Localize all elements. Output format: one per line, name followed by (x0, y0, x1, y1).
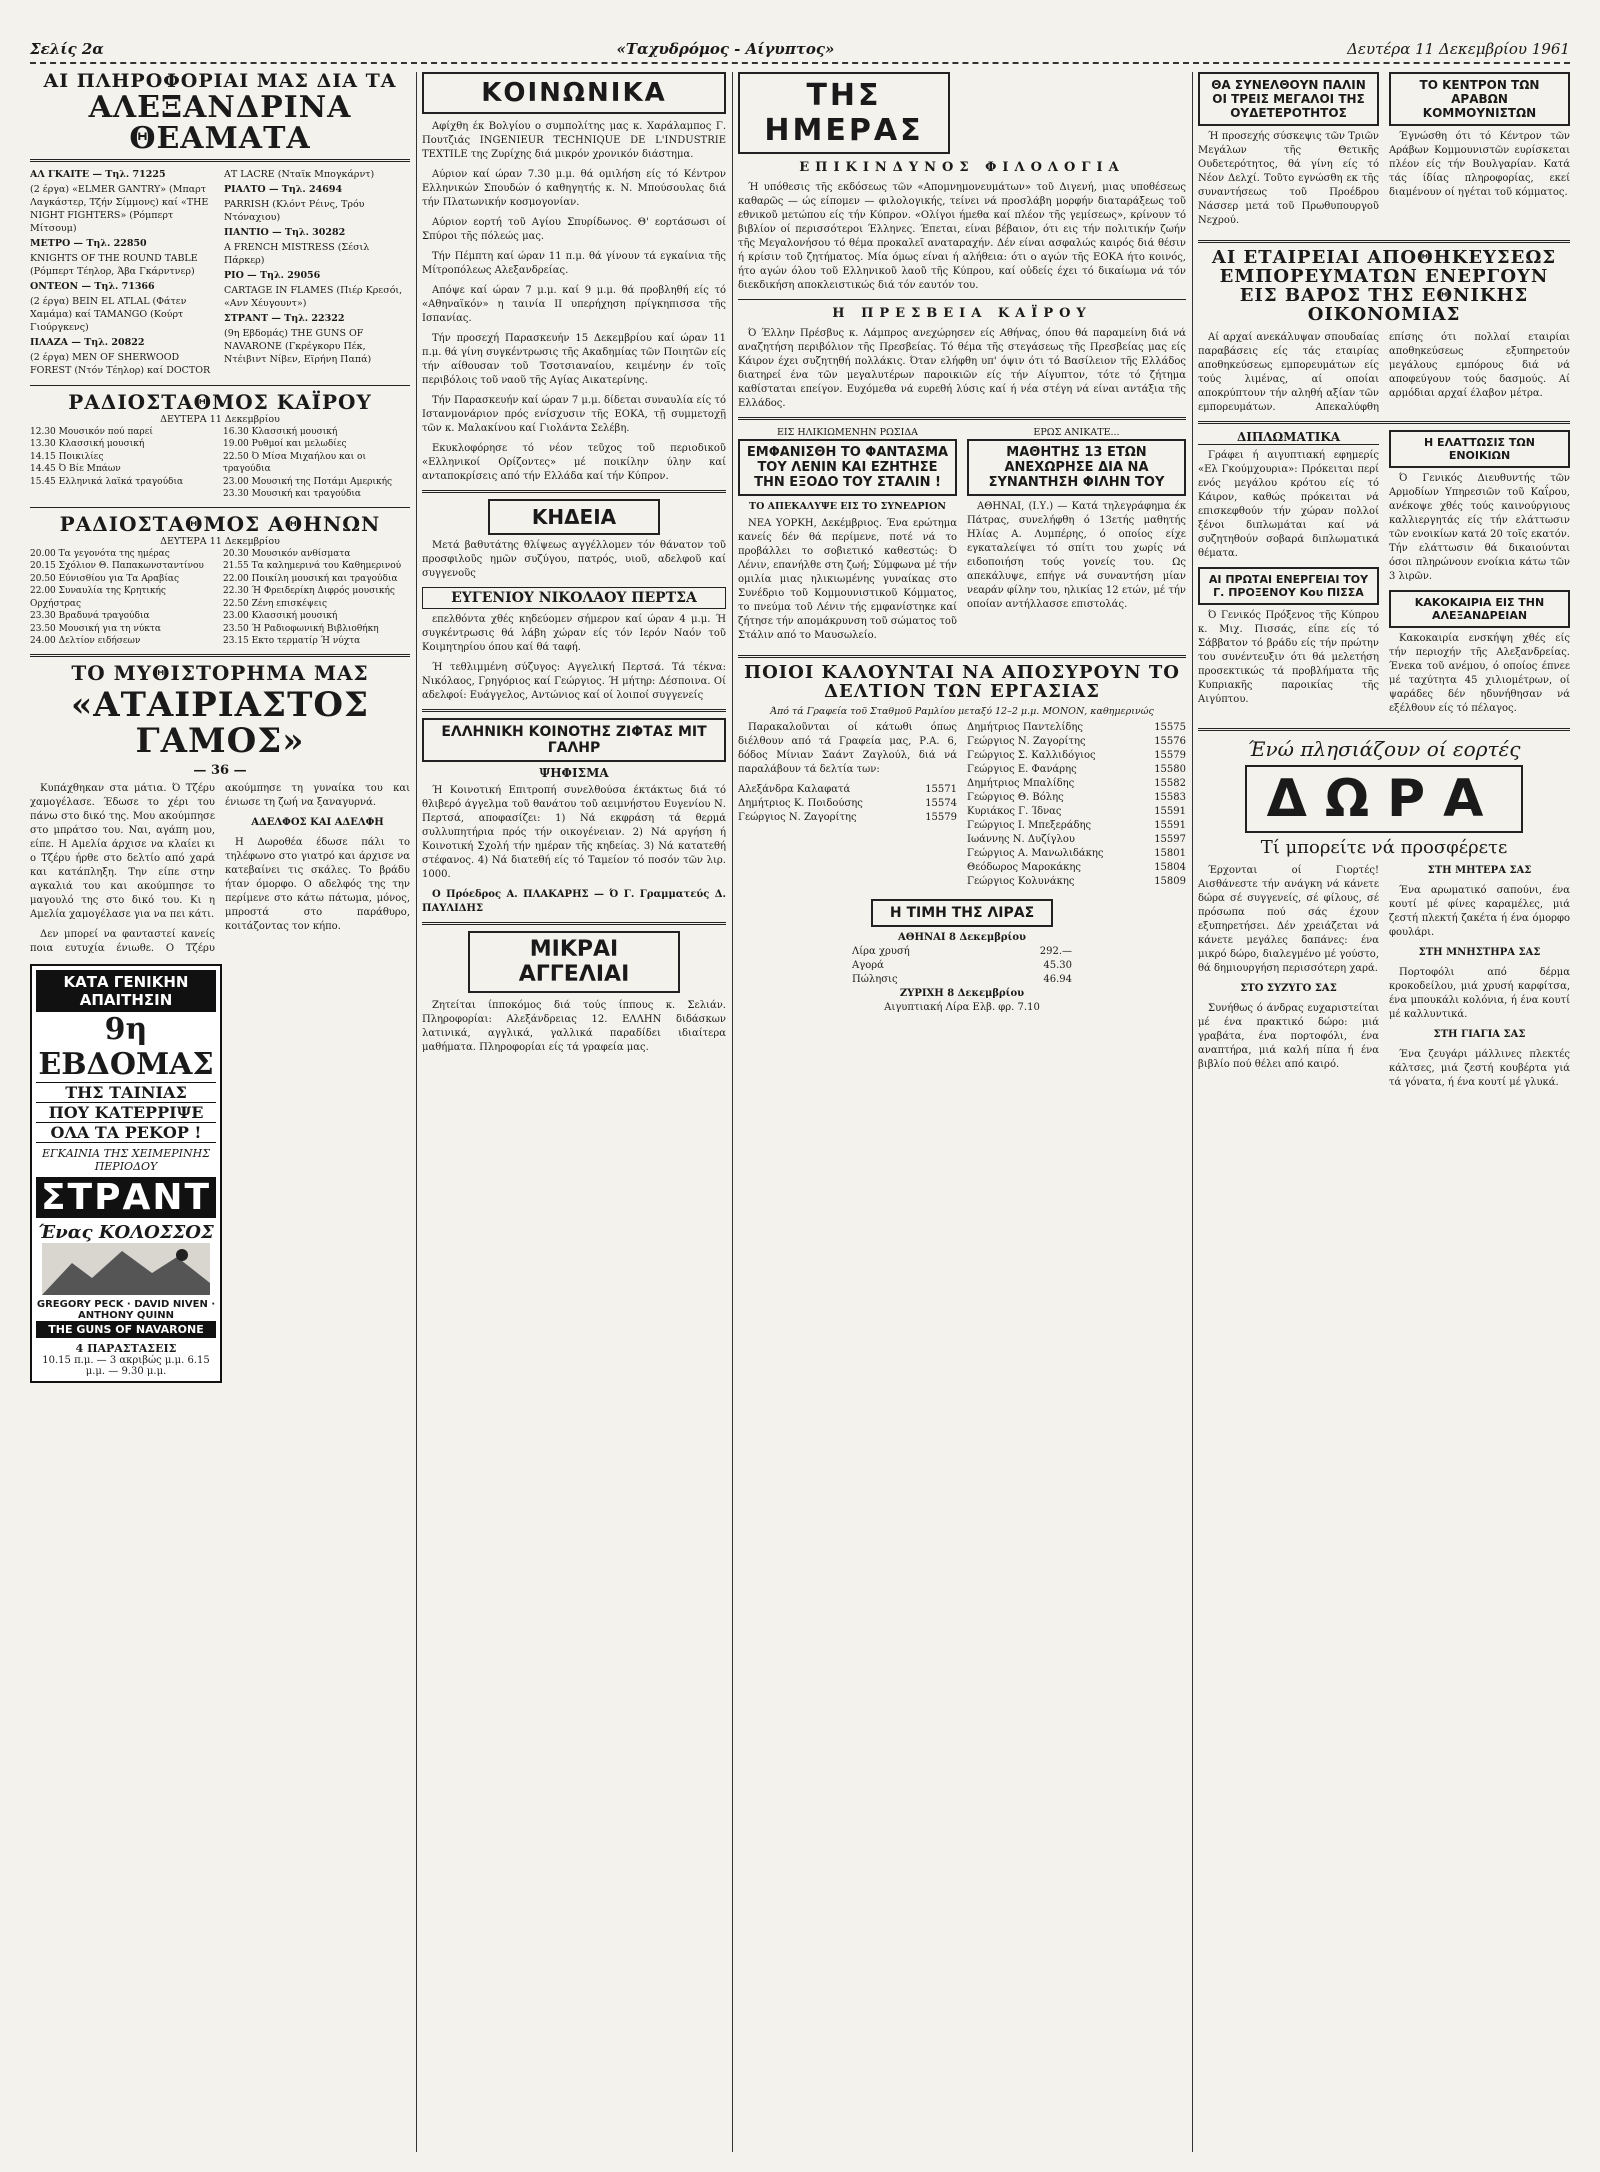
arab-communists-box (1389, 72, 1570, 234)
person-name: Γεώργιος Σ. Καλλιδόγιος (967, 749, 1096, 761)
newspaper-name: «Ταχυδρόμος - Αίγυπτος» (616, 40, 835, 58)
list-item (967, 735, 1186, 749)
work-cards-sub: Άπό τά Γραφεία τοῦ Σταθμοῦ Ραμλίου μεταξύ 12–2 μ.μ. ΜΟΝΟΝ, καθημερινώς (770, 705, 1154, 717)
price-row (852, 973, 1072, 987)
list-item (967, 847, 1186, 861)
radio-cairo-heading: ΡΑΔΙΟΣΤΑΘΜΟΣ ΚΑΪΡΟΥ (68, 389, 372, 414)
list-item (967, 833, 1186, 847)
section-heading: Η ΕΛΑΤΤΩΣΙΣ ΤΩΝ ΕΝΟΙΚΙΩΝ (1389, 430, 1570, 468)
list-item (967, 749, 1186, 763)
zifta-heading: ΕΛΛΗΝΙΚΗ ΚΟΙΝΟΤΗΣ ΖΙΦΤΑΣ ΜΙΤ ΓΑΛΗΡ (422, 718, 726, 762)
classifieds-heading: ΜΙΚΡΑΙ ΑΓΓΕΛΙΑΙ (468, 931, 680, 993)
program-line: 20.00 Τα γεγονότα της ημέρας (30, 548, 170, 559)
program-line: 15.45 Ελληνικά λαϊκά τραγούδια (30, 476, 184, 487)
program-line: 24.00 Δελτίον ειδήσεων (30, 636, 141, 647)
novel-text (30, 782, 410, 956)
funeral-mourners: Ή τεθλιμμένη σύζυγος: Αγγελική Περτσά. Τά τέκνα: Νικόλαος, Γρηγόριος καί Γεώργιος. Ή μήτηρ: Δέσποινα. Οί αδελφοί: Ευάγγελος, Αντώνιος καί οί λοιποί συγγενείς (422, 662, 726, 701)
gifts-subheading: ΣΤΟ ΣΥΖΥΓΟ ΣΑΣ (1240, 982, 1337, 994)
person-name: Γεώργιος Ν. Ζαγορίτης (738, 811, 857, 823)
news-headline: ΕΜΦΑΝΙΣΘΗ ΤΟ ΦΑΝΤΑΣΜΑ ΤΟΥ ΛΕΝΙΝ ΚΑΙ ΕΖΗΤΗΣΕ ΤΗΝ ΕΞΟΔΟ ΤΟΥ ΣΤΑΛΙΝ ! (738, 439, 957, 496)
cinema-entry: ΡΙΟ — Τηλ. 29056 (224, 269, 321, 281)
person-name: Δημήτριος Μπαλίδης (967, 777, 1075, 789)
program-line: 20.30 Μουσικόν ανθίσματα (223, 548, 351, 559)
column-rule (732, 72, 733, 2152)
program-line: 23.50 Ή Ραδιοφωνική Βιβλιοθήκη (223, 623, 379, 634)
funeral-text: επελθόντα χθές κηδεύομεν σήμερον καί ώραν 4 μ.μ. Ή συγκέντρωσις θά λάβη χώραν είς τόν Ιερόν Ναόν τοῦ Κοιμητηρίου όπου καί θά ταφή. (422, 614, 726, 653)
person-name: Ιωάννης Ν. Δυζίγλου (967, 833, 1075, 845)
card-number: 15804 (1154, 861, 1186, 873)
person-name: Γεώργιος Ν. Ζαγορίτης (967, 735, 1086, 747)
gifts-text: Πορτοφόλι από δέρμα κροκοδείλου, μιά χρυσή καρφίτσα, ένα μπουκάλι κολόνια, ή ένα κουτί μέ καλλυντικά. (1389, 966, 1570, 1020)
article-text: Ή υπόθεσις τῆς εκδόσεως τῶν «Απομνημονευμάτων» τοῦ Διγενή, μιας υποθέσεως καθαρῶς — ώς είπομεν — φιλολογικής, τείνει νά προσλάβη μορφήν διαταράξεως τοῦ εθνικοῦ μετώπου είς τήν Κύπρον. «Ολίγοι ήμεθα καί πλέον τῆς γεμίσεως», κρίνουν τό βιβλίον οί περισσότεροι Έλληνες. Έπεται, είναι βέβαιον, ότι εις τήν πολιτικήν ζωήν τῆς Μεγαλονήσου τό θέμα προκαλεῖ αναταραχήν. Δέν είναι ασφαλώς καιρός διά θέσιν ή κρίσιν τοῦ ζητήματος. Μία όμως είναι ή αλήθεια: ότι ο αγών τῆς ΕΟΚΑ ήτο κοινός, ήτο αγών όλου τοῦ Ελληνικοῦ λαοῦ τῆς Κύπρου, καί οὐδείς έχει τό δικαίωμα νά τόν διεκδικήση αποκλειστικώς διά τόν εαυτόν του. (738, 182, 1186, 291)
cinema-entry: (9η Εβδομάς) THE GUNS OF NAVARONE (Γκρέγκορυ Πέκ, Ντέιβιντ Νίβεν, Εϊρήνη Παπά) (224, 327, 372, 365)
price-value: 45.30 (1043, 959, 1072, 971)
card-number: 15582 (1154, 777, 1186, 789)
film-advertisement (30, 964, 222, 1383)
list-item (967, 861, 1186, 875)
ad-film-title: THE GUNS OF NAVARONE (36, 1321, 216, 1338)
social-item: Τήν Παρασκευήν καί ώραν 7 μ.μ. δίδεται συναυλία είς τό Ιστανμονάριον πρός ενίσχυσιν τῆς ΕΟΚΑ, τῇ συμμετοχῇ τῶν κ. Μαλακίνου καί Γιολάντα Σελέβη. (422, 395, 726, 434)
rent-column (1389, 430, 1570, 722)
column-rule (416, 72, 417, 2152)
section-heading: ΚΑΚΟΚΑΙΡΙΑ ΕΙΣ ΤΗΝ ΑΛΕΞΑΝΔΡΕΙΑΝ (1389, 590, 1570, 628)
card-number: 15575 (1154, 721, 1186, 733)
film-poster-illustration (42, 1243, 210, 1295)
price-value: 292.— (1039, 945, 1072, 957)
gifts-text: Ένα αρωματικό σαπούνι, ένα κουτί μέ φίνες καραμέλες, μιά ζεστή πλεκτή ζακέτα ή ένα όμορφο φουλάρι. (1389, 884, 1570, 938)
program-line: 13.30 Κλασσική μουσική (30, 439, 145, 450)
card-number: 15583 (1154, 791, 1186, 803)
card-number: 15576 (1154, 735, 1186, 747)
cinema-entry: ΠΛΑΖΑ — Τηλ. 20822 (30, 336, 145, 348)
news-label: ΕΡΩΣ ΑΝΙΚΑΤΕ... (1033, 427, 1120, 438)
gifts-article (1198, 864, 1570, 1090)
newspaper-page (30, 24, 1570, 2154)
person-name: Δημήτριος Κ. Ποιδούσης (738, 797, 863, 809)
radio-athens-heading: ΡΑΔΙΟΣΤΑΘΜΟΣ ΑΘΗΝΩΝ (59, 511, 381, 536)
card-number: 15574 (925, 797, 957, 809)
card-number: 15579 (925, 811, 957, 823)
program-line: 23.50 Μουσική για τη νύκτα (30, 623, 161, 634)
zifta-sub: ΨΗΦΙΣΜΑ (539, 766, 609, 780)
price-value: 46.94 (1043, 973, 1072, 985)
zifta-text: Ή Κοινοτική Επιτροπή συνελθούσα έκτάκτως διά τό θλιβερό άγγελμα τοῦ θανάτου τοῦ αειμνήστου Ευγενίου Ν. Περτσά, αποφασίζει: 1) Νά εκφράση τά θερμά συλλυπητήρια πρός τήν οικογένειαν. 2) Νά αργήση ή Κοινοτική Σχολή τήν ημέραν τῆς κηδείας. 3) Νά κατατεθή στέφανος. 4) Νά διατεθή είς τό Ταμείον τό ποσόν τῶν λιρ. 1000. (422, 785, 726, 880)
card-number: 15571 (925, 783, 957, 795)
card-number: 15591 (1154, 819, 1186, 831)
social-items (422, 120, 726, 484)
funeral-intro: Μετά βαθυτάτης θλίψεως αγγέλλομεν τόν θάνατον τοῦ προσφιλοῦς ημῶν συζύγου, πατρός, υιοῦ, αδελφοῦ καί συγγενοῦς (422, 540, 726, 579)
article-title: Η ΠΡΕΣΒΕΙΑ ΚΑΪΡΟΥ (832, 306, 1092, 321)
entertainment-kicker: ΑΙ ΠΛΗΡΟΦΟΡΙΑΙ ΜΑΣ ΔΙΑ ΤΑ (43, 72, 397, 92)
program-line: 22.50 Ό Μίσα Μιχαήλου και οι τραγούδια (223, 451, 366, 475)
ad-tagline: Ένας ΚΟΛΟΣΣΟΣ (38, 1222, 214, 1244)
card-number: 15597 (1154, 833, 1186, 845)
gifts-subheading: ΣΤΗ ΓΙΑΓΙΑ ΣΑΣ (1433, 1028, 1526, 1040)
program-line: 19.00 Ρυθμοί και μελωδίες (223, 439, 347, 450)
price-row: Αιγυπτιακή Λίρα Ελβ. φρ. 7.10 (884, 1001, 1040, 1013)
zifta-signatures: Ο Πρόεδρος Α. ΠΛΑΚΑΡΗΣ — Ό Γ. Γραμματεύς Δ. ΠΑΥΛΙΔΗΣ (422, 889, 726, 914)
program-line: 23.00 Μουσική της Ποτάμι Αμερικής (223, 476, 393, 487)
diplomatic-column (1198, 430, 1379, 722)
ad-shows: 4 ΠΑΡΑΣΤΑΣΕΙΣ (75, 1342, 177, 1356)
article-title: ΕΠΙΚΙΝΔΥΝΟΣ ΦΙΛΟΛΟΓΙΑ (799, 160, 1125, 175)
cinema-entry: ΡΙΑΛΤΟ — Τηλ. 24694 (224, 183, 343, 195)
zifta-resolution (422, 784, 726, 916)
program-line: 16.30 Κλασσική μουσική (223, 426, 338, 437)
main-story-text: Αί αρχαί ανεκάλυψαν σπουδαίας παραβάσεις είς τάς εταιρίας αποθηκεύσεως εμπορευμάτων είς τούς λιμένας, αί οποίαι αποκρύπτουν τήν αληθή αξίαν τῶν εμπορευμάτων. Απεκαλύφθη επίσης ότι πολλαί εταιρίαι αποθηκεύσεως εξυπηρετούν μεγάλους εμπόρους διά νά αποφεύγουν τούς δασμούς. Αί αρμόδιαι αρχαί έλαβον μέτρα. (1198, 331, 1570, 413)
social-item: Απόψε καί ώραν 7 μ.μ. καί 9 μ.μ. θά προβληθή είς τό «Αθηναϊκόν» η ταινία ΙΙ υπερήχηση πρίγκηπισσα τῆς Ισπανίας. (422, 285, 726, 324)
novel-subheading: ΑΔΕΛΦΟΣ ΚΑΙ ΑΔΕΛΦΗ (251, 817, 384, 829)
section-heading: ΔΙΠΛΩΜΑΤΙΚΑ (1198, 430, 1379, 445)
social-item: Τήν Πέμπτη καί ώραν 11 π.μ. θά γίνουν τά εγκαίνια τῆς Μίτροπόλεως Αλεξανδρείας. (422, 251, 726, 276)
program-line: 12.30 Μουσικόν πού παρεί (30, 426, 153, 437)
article-body (738, 327, 1186, 411)
price-label: Πώλησις (852, 973, 898, 985)
radio-cairo-date: ΔΕΥΤΕΡΑ 11 Δεκεμβρίου (160, 413, 280, 425)
social-item: Αφίχθη έκ Βολγίου ο συμπολίτης μας κ. Χαράλαμπος Γ. Πουτζιάς INGENIEUR TECHNIQUE DE L'INDUSTRIE TEXTILE της Ζυρίχης διά μικρόν χρονικόν διάστημα. (422, 121, 726, 160)
deceased-name: ΕΥΓΕΝΙΟΥ ΝΙΚΟΛΑΟΥ ΠΕΡΤΣΑ (422, 587, 726, 609)
cinema-listing-left (30, 168, 216, 379)
program-line: 22.50 Ζένη επισκέψεις (223, 598, 328, 609)
ad-line: ΟΛΑ ΤΑ ΡΕΚΟΡ ! (36, 1122, 216, 1143)
cinema-entry: ΜΕΤΡΟ — Τηλ. 22850 (30, 237, 147, 249)
card-number: 15809 (1154, 875, 1186, 887)
list-item (967, 875, 1186, 889)
of-the-day-heading: ΤΗΣ ΗΜΕΡΑΣ (738, 72, 950, 154)
ad-times: 10.15 π.μ. — 3 ακριβώς μ.μ. 6.15 μ.μ. — 9.30 μ.μ. (42, 1355, 210, 1378)
news-headline: ΘΑ ΣΥΝΕΛΘΟΥΝ ΠΑΛΙΝ ΟΙ ΤΡΕΙΣ ΜΕΓΑΛΟΙ ΤΗΣ ΟΥΔΕΤΕΡΟΤΗΤΟΣ (1198, 72, 1379, 126)
gifts-text: Έρχονται οί Γιορτές! Αισθάνεστε τήν ανάγκη νά κάνετε δώρα σέ συγγενείς, σέ φίλους, σέ πρόσωπα πού σάς έχουν εξυπηρετήσει. Δέν χρειάζεται νά κάνετε μεγάλες δαπάνες: ένα μικρό δώρο, διαλεγμένο μέ γούστο, θά δημιουργήση περισσότερη χαρά. (1198, 864, 1379, 974)
gifts-text: Συνήθως ό άνδρας ευχαριστείται μέ ένα πρακτικό δώρο: μιά γραβάτα, ένα πορτοφόλι, ένα αναπτήρα, μιά καλή πίπα ή ένα βιβλίο πού θέλει από καιρό. (1198, 1002, 1379, 1070)
social-item: Εκυκλοφόρησε τό νέον τεῦχος τοῦ περιοδικοῦ «Ελληνικοί Ορίζοντες» μέ ποικίλην ύλην καί ανταποκρίσεις από τήν Ελλάδα καί τήν Κύπρον. (422, 443, 726, 482)
cinema-entry: (2 έργα) «ELMER GANTRY» (Μπαρτ Λαγκάστερ, Τζήν Σίμμονς) καί «THE NIGHT FIGHTERS» (Ρόμπερτ Μίτσουμ) (30, 183, 209, 234)
novel-paragraph: Δεν μπορεί να φανταστεί κανείς ποια ευτυχία ένιωθε. Ο Τζέρυ ακούμπησε τη γυναίκα του και ένιωσε τη ζωή να ξαναγυρνά. (30, 783, 410, 955)
radio-athens-date: ΔΕΥΤΕΡΑ 11 Δεκεμβρίου (160, 535, 280, 547)
news-text: ΝΕΑ ΥΟΡΚΗ, Δεκέμβριος. Ένα ερώτημα κανείς δέν θά περίμενε, ποτέ νά το προβάλλει το σοβιετικό καθεστώς: Ό Λένιν, επανήλθε στη ζωή; Σύμφωνα μέ τήν ομιλία μιας ηλικιωμένης γυναίκας στο Συνέδριο τοῦ Κομμουνιστικοῦ Κόμματος, το πνεύμα τοῦ Λένιν τής εμφανίστηκε καί ζήτησε τήν απομάκρυνση τοῦ σώματος τοῦ Στάλιν από το Μαυσωλείο. (738, 518, 957, 641)
ad-actors: GREGORY PECK · DAVID NIVEN · ANTHONY QUINN (36, 1299, 216, 1322)
section-heading: ΑΙ ΠΡΩΤΑΙ ΕΝΕΡΓΕΙΑΙ ΤΟΥ Γ. ΠΡΟΞΕΝΟΥ Κου ΠΙΣΣΑ (1198, 567, 1379, 605)
card-number: 15591 (1154, 805, 1186, 817)
cinema-entry: CARTAGE IN FLAMES (Πιέρ Κρεσόι, «Ανν Χέυγουντ») (224, 284, 403, 309)
novel-title: «ΑΤΑΙΡΙΑΣΤΟΣ ΓΑΜΟΣ» (70, 684, 370, 761)
column-rule (1192, 72, 1193, 2152)
ad-cinema-name: ΣΤΡΑΝΤ (36, 1177, 216, 1218)
section-text: Κακοκαιρία ενσκήψη χθές είς τήν περιοχήν τῆς Αλεξανδρείας. Ένεκα τοῦ ανέμου, ό οποίος έπνεε μέ ταχύτητα 45 χιλιομέτρων, οί ψαράδες δέν ηδυνήθησαν νά εξέλθουν είς τό πέλαγος. (1389, 632, 1570, 714)
news-headline: ΤΟ ΚΕΝΤΡΟΝ ΤΩΝ ΑΡΑΒΩΝ ΚΟΜΜΟΥΝΙΣΤΩΝ (1389, 72, 1570, 126)
cinema-entry: ΟΝΤΕΟΝ — Τηλ. 71366 (30, 280, 155, 292)
cinema-entry: A FRENCH MISTRESS (Σέσιλ Πάρκερ) (224, 241, 370, 266)
news-headline: ΜΑΘΗΤΗΣ 13 ΕΤΩΝ ΑΝΕΧΩΡΗΣΕ ΔΙΑ ΝΑ ΣΥΝΑΝΤΗΣΗ ΦΙΛΗΝ ΤΟΥ (967, 439, 1186, 496)
news-subheadline: ΤΟ ΑΠΕΚΑΛΥΨΕ ΕΙΣ ΤΟ ΣΥΝΕΔΡΙΟΝ (749, 501, 946, 512)
news-box-student (967, 426, 1186, 649)
list-item (738, 811, 957, 825)
news-label: ΕΙΣ ΗΛΙΚΙΩΜΕΝΗΝ ΡΩΣΙΔΑ (776, 427, 919, 438)
column-1 (30, 72, 410, 1391)
program-line: 14.45 Ό Βίε Μπάων (30, 464, 121, 475)
card-number: 15801 (1154, 847, 1186, 859)
program-line: 23.30 Βραδυνά τραγούδια (30, 611, 150, 622)
program-line: 22.00 Ποικίλη μουσική και τραγούδια (223, 573, 398, 584)
list-item (967, 805, 1186, 819)
radio-athens-schedule (30, 548, 410, 648)
cinema-entry: ΑΤ LACRE (Νταϊκ Μπογκάρντ) (224, 168, 375, 180)
novel-paragraph: Κυπάχθηκαν στα μάτια. Ό Τζέρυ χαμογέλασε. Έδωσε το χέρι του πάνω στο δικό της. Μου ακούμπησε στο μπράτσο του. Ναι, αγάπη μου, είπε. Η Αμελία άρχισε να κλαίει κι ο Τζέρυ ήρθε στο δελτίο από χαρά και κατάπληξη. Την είπε στην αγκαλιά του και ακούμπησε το μαγουλό της στο δικό του. Κι η Αμελία χαμογέλασε για να πει κάτι. (30, 783, 215, 921)
person-name: Αλεξάνδρα Καλαφατά (738, 783, 851, 795)
program-line: 23.00 Κλασσική μουσική (223, 611, 338, 622)
masthead (30, 24, 1570, 64)
main-story-headline: ΑΙ ΕΤΑΙΡΕΙΑΙ ΑΠΟΘΗΚΕΥΣΕΩΣ ΕΜΠΟΡΕΥΜΑΤΩΝ ΕΝΕΡΓΟΥΝ ΕΙΣ ΒΑΡΟΣ ΤΗΣ ΕΘΝΙΚΗΣ ΟΙΚΟΝΟΜΙΑΣ (1211, 247, 1557, 325)
list-item (967, 791, 1186, 805)
cinema-entry: ΣΤΡΑΝΤ — Τηλ. 22322 (224, 312, 345, 324)
gifts-subheading: ΣΤΗ ΜΝΗΣΤΗΡΑ ΣΑΣ (1418, 946, 1541, 958)
person-name: Κυριάκος Γ. Ίδνας (967, 805, 1062, 817)
work-cards-intro: Παρακαλοῦνται οί κάτωθι όπως διέλθουν από τά Γραφεία μας, Ρ.Α. 6, δόδος Μίνιαν Σαάντ Ζαγλούλ, διά νά παραλάβουν τά δελτία των: (738, 721, 957, 775)
gifts-text: Ένα ζευγάρι μάλλινες πλεκτές κάλτσες, μιά ζεστή κουβέρτα γιά τά γόνατα, ή ένα κουτί μέ γλυκά. (1389, 1048, 1570, 1088)
price-city: ΖΥΡΙΧΗ 8 Δεκεμβρίου (899, 987, 1025, 999)
program-line: 23.30 Μουσική και τραγούδια (223, 489, 362, 500)
cinema-listing-right (224, 168, 410, 379)
neutrality-box (1198, 72, 1379, 234)
program-line: 23.15 Εκτο τερματίρ Ή νύχτα (223, 636, 361, 647)
page-number: Σελίς 2α (30, 40, 104, 58)
section-text: Γράφει ή αιγυπτιακή εφημερίς «Ελ Γκούμχουρια»: Πρόκειται περί ενός μεγάλου κρότου είς τό Κάιρον, καθώς πρόκειται νά επισκεφθούν τήν χώραν πολλοί ξένοι διπλωμάται καί νά συζητηθούν σοβαρά διπλωματικά θέματα. (1198, 449, 1379, 559)
list-item (967, 763, 1186, 777)
funeral-heading: ΚΗΔΕΙΑ (488, 499, 660, 535)
cinema-entry: (2 έργα) MEN OF SHERWOOD FOREST (Ντόν Τέηλορ) καί DOCTOR (30, 351, 211, 376)
gifts-subheading: ΣΤΗ ΜΗΤΕΡΑ ΣΑΣ (1427, 864, 1532, 876)
radio-cairo-schedule (30, 426, 410, 501)
pound-price-heading: Η ΤΙΜΗ ΤΗΣ ΛΙΡΑΣ (871, 899, 1053, 927)
news-text: Ή προσεχής σύσκεψις τῶν Τριῶν Μεγάλων τῆς Θετικῆς Ουδετερότητος, θά γίνη είς τό Νέον Δελχί. Τοῦτο εγνώσθη εκ τῆς συναντήσεως τοῦ Προέδρου Νάσσερ μετά τοῦ Πρωθυπουργοῦ Νεχρού. (1198, 131, 1379, 226)
section-text: Ό Γενικός Πρόξενος τῆς Κύπρου κ. Μιχ. Πισσάς, είπε είς τό Σάββατον τό βράδυ είς τήν πρώτην του συνέντευξιν ότι θά μελετήση προσεκτικώς τά προβλήματα τῆς Κυπριακῆς παροικίας τῆς Αιγύπτου. (1198, 609, 1379, 705)
person-name: Γεώργιος Ε. Φανάρης (967, 763, 1077, 775)
gifts-sub: Τί μπορείτε νά προσφέρετε (1260, 836, 1508, 858)
program-line: 14.15 Ποικιλίες (30, 451, 104, 462)
work-cards-right (967, 721, 1186, 889)
cinema-entry: KNIGHTS OF THE ROUND TABLE (Ρόμπερτ Τέηλορ, Άβα Γκάρντνερ) (30, 252, 198, 277)
work-cards-heading: ΠΟΙΟΙ ΚΑΛΟΥΝΤΑΙ ΝΑ ΑΠΟΣΥΡΟΥΝ ΤΟ ΔΕΛΤΙΟΝ ΤΩΝ ΕΡΓΑΣΙΑΣ (744, 662, 1180, 702)
program-line: 21.55 Τα καλημερινά του Καθημερινού (223, 561, 402, 572)
program-line: 22.00 Συναυλία της Κρητικής Ορχήστρας (30, 586, 166, 609)
person-name: Γεώργιος Α. Μανωλιδάκης (967, 847, 1104, 859)
novel-part: — 36 — (193, 763, 247, 779)
program-line: 22.30 Ή Φρειδερίκη Διφρός μουσικής (223, 586, 395, 597)
novel-kicker: ΤΟ ΜΥΘΙΣΤΟΡΗΜΑ ΜΑΣ (71, 660, 369, 685)
list-item (967, 819, 1186, 833)
person-name: Γεώργιος Θ. Βόλης (967, 791, 1064, 803)
list-item (967, 721, 1186, 735)
classified-text: Ζητείται ίπποκόμος διά τούς ίππους κ. Σελιάν. Πληροφορίαι: Αλεξάνδρειας 12. ΕΛΛΗΝ διδάσκων λατινικά, αγγλικά, γαλλικά παραδίδει ιδιαίτερα μαθήματα. Πληροφορίαι είς τά γραφεία μας. (422, 1000, 726, 1053)
cinema-entry: PARRISH (Κλόντ Ρέινς, Τρόυ Ντόναχιου) (224, 198, 365, 223)
social-item: Τήν προσεχή Παρασκευήν 15 Δεκεμβρίου καί ώραν 11 π.μ. θά γίνη συγκέντρωσις τῆς Ακαδημίας τῶν Ποιητῶν είς τήν αίθουσαν τοῦ Τσοτσιαναίου, κειμένην έν τοῖς περιβόλοις τοῦ ναοῦ τῆς Αγίας Αικατερίνης. (422, 333, 726, 386)
ad-line: ΕΓΚΑΙΝΙΑ ΤΗΣ ΧΕΙΜΕΡΙΝΗΣ ΠΕΡΙΟΔΟΥ (41, 1147, 211, 1174)
gifts-kicker: Ένώ πλησιάζουν οί εορτές (1247, 736, 1521, 761)
column-3 (738, 72, 1186, 1015)
program-line: 20.50 Εύνισθίου για Τα Αραβίας (30, 573, 180, 584)
section-text: Ό Γενικός Διευθυντής τῶν Αρμοδίων Υπηρεσιῶν τοῦ Καΐρου, ανέκοψε χθές τούς καινούργιους καλλιεργητάς είς τήν ελάττωσιν τῶν ενοικίων κατά 20 τοῖς εκατόν. Τήν ελάττωσιν θά δικαιούνται όσοι πληρώνουν ενοίκια κάτω τῶν 3 λιρῶν. (1389, 472, 1570, 582)
news-text: Έγνώσθη ότι τό Κέντρον τῶν Αράβων Κομμουνιστῶν ευρίσκεται πλέον είς τήν Βουλγαρίαν. Κατά τάς ίδίας πληροφορίας, εκεί διαμένουν οί ηγέται τοῦ κόμματος. (1389, 131, 1570, 198)
entertainment-heading: ΑΛΕΞΑΝΔΡΙΝΑ ΘΕΑΜΑΤΑ (30, 92, 410, 162)
novel-paragraph: Η Δωροθέα έδωσε πάλι το τηλέφωνο στο γιατρό και άρχισε να κατεβαίνει τις σκάλες. Το βράδυ ήταν όμορφο. Ο αδελφός της την περίμενε στο κάτω πάτωμα, μόνος, μπροστά στο παράθυρο, κοιτάζοντας τον κήπο. (225, 837, 410, 933)
column-2 (422, 72, 726, 1061)
person-name: Γεώργιος Κολυνάκης (967, 875, 1075, 887)
pound-prices (852, 931, 1072, 1015)
price-label: Λίρα χρυσή (852, 945, 910, 957)
main-story-body (1198, 331, 1570, 415)
ad-line: ΤΗΣ ΤΑΙΝΙΑΣ (36, 1082, 216, 1102)
person-name: Θεόδωρος Μαροκάκης (967, 861, 1081, 873)
list-item (738, 797, 957, 811)
classifieds (422, 999, 726, 1055)
card-number: 15580 (1154, 763, 1186, 775)
social-item: Αύριον εορτή τοῦ Αγίου Σπυρίδωνος. Θ' εορτάσωσι οί Σπύροι τῆς πόλεώς μας. (422, 217, 726, 242)
issue-date: Δευτέρα 11 Δεκεμβρίου 1961 (1347, 40, 1570, 58)
column-4 (1198, 72, 1570, 1090)
price-row (852, 959, 1072, 973)
card-number: 15579 (1154, 749, 1186, 761)
list-item (738, 783, 957, 797)
cinema-entry: ΑΛ ΓΚΑΙΤΕ — Τηλ. 71225 (30, 168, 166, 180)
social-item: Αύριον καί ώραν 7.30 μ.μ. θά ομιλήση είς τό Κέντρον Ελληνικών Σπουδών ό καθηγητής κ. Ν. Μπούσουλας διά τήν Πλατωνικήν κοσμογονίαν. (422, 169, 726, 208)
ad-week: 9η ΕΒΔΟΜΑΣ (38, 1012, 214, 1083)
cinema-entry: (2 έργα) BEIN EL ATLAL (Φάτεν Χαμάμα) καί TAMANGO (Κούρτ Γιούργκενς) (30, 295, 187, 333)
article-body (738, 181, 1186, 293)
work-cards-left (738, 721, 957, 889)
price-row (852, 945, 1072, 959)
price-city: ΑΘΗΝΑΙ 8 Δεκεμβρίου (898, 931, 1026, 943)
ad-banner: ΚΑΤΑ ΓΕΝΙΚΗΝ ΑΠΑΙΤΗΣΙΝ (36, 970, 216, 1012)
funeral-notice (422, 539, 726, 703)
article-text: Ό Έλλην Πρέσβυς κ. Λάμπρος ανεχώρησεν είς Αθήνας, όπου θά παραμείνη διά νά αναζητήση περιβόλιον τῆς Πρεσβείας. Τό θέμα τῆς στεγάσεως τῆς Πρεσβείας μας είς Κάιρον έχει συζητηθή πολλάκις. Όταν ελήφθη υπ' όψιν ότι τό Βασίλειον τῆς Ελλάδος διατηρεί ένα τῶν μεγαλυτέρων παροικιῶν είς τήν Αίγυπτον, τότε τό ζήτημα καθίσταται επείγον. Ευχόμεθα νά ευρεθή λύσις καί ή νέα στέγη νά είναι αντάξια τῆς Ελλάδος. (738, 328, 1186, 409)
news-text: ΑΘΗΝΑΙ, (Ι.Υ.) — Κατά τηλεγράφημα έκ Πάτρας, συνελήφθη ό 13ετής μαθητής Ηλίας Α. Λυμπέρης, ό οποίος είχε εγκαταλείψει τό σπίτι του χωρίς νά ειδοποιήση τούς γονείς του. Ως απεκάλυψε, επήγε νά συναντήση μίαν νεαράν φίλην του, ηλικίας 12 ετών, μέ τήν οποίαν αντήλλασσε επιστολάς. (967, 501, 1186, 610)
gifts-heading: ΔΩΡΑ (1245, 765, 1524, 833)
list-item (967, 777, 1186, 791)
person-name: Γεώργιος Ι. Μπεξεράδης (967, 819, 1092, 831)
cinema-entry: ΠΑΝΤΙΟ — Τηλ. 30282 (224, 226, 346, 238)
ad-line: ΠΟΥ ΚΑΤΕΡΡΙΨΕ (36, 1102, 216, 1122)
news-box-lenin (738, 426, 957, 649)
price-label: Αγορά (852, 959, 884, 971)
program-line: 20.15 Σχόλιον Θ. Παπακωνσταντίνου (30, 561, 204, 572)
social-heading: ΚΟΙΝΩΝΙΚΑ (422, 72, 726, 114)
person-name: Δημήτριος Παντελίδης (967, 721, 1083, 733)
